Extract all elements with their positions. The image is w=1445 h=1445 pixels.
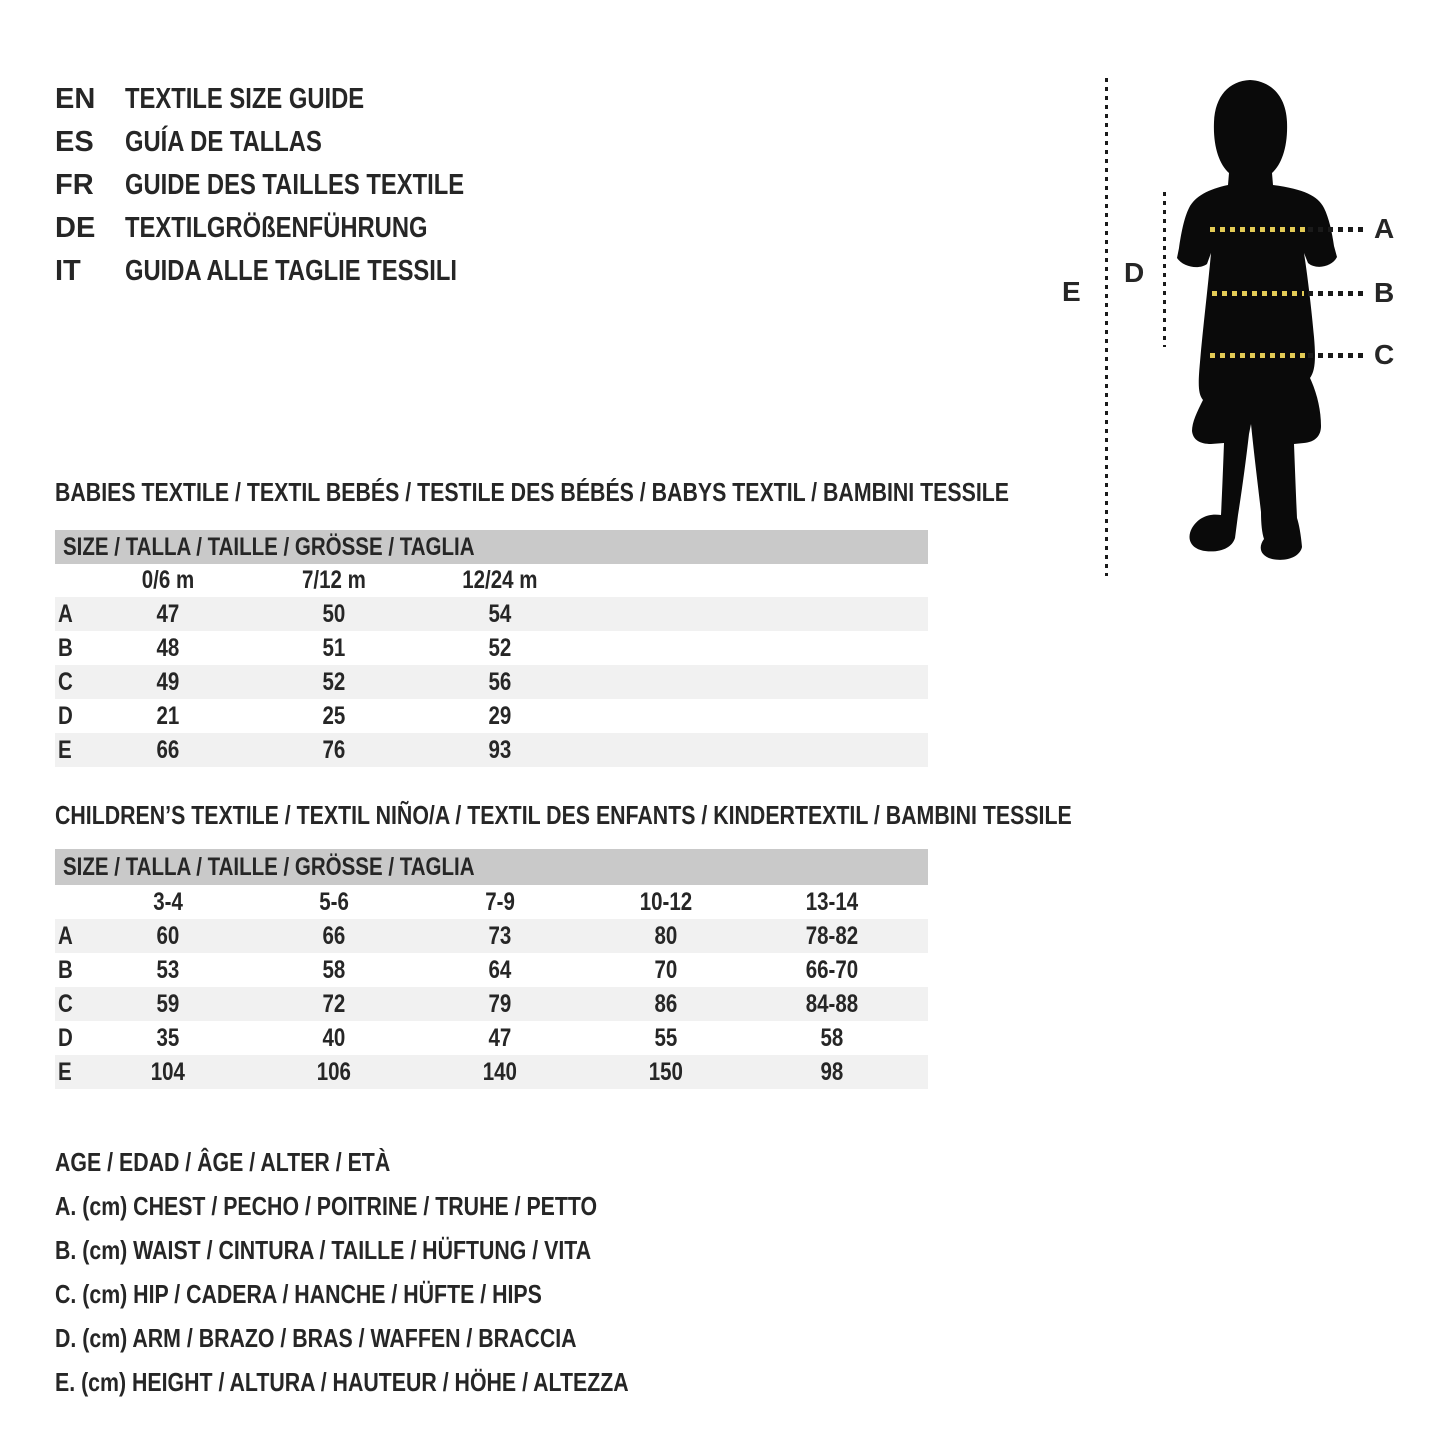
cell-value: 93 [488,735,512,764]
waist-line-b-yellow [1212,291,1304,296]
table-row-d [55,1021,928,1055]
row-letter: E [58,1057,72,1086]
cell-value: 58 [820,1023,844,1052]
cell-value: 53 [156,955,180,984]
language-row-de [55,207,539,250]
cell-value: 59 [156,989,180,1018]
cell-value: 84-88 [805,989,859,1018]
arm-measure-line-d [1163,192,1166,347]
figure-label-e: E [1062,276,1081,307]
language-code: ES [55,126,94,158]
guide-title-fr: GUIDE DES TAILLES TEXTILE [125,169,465,201]
column-header: 13-14 [805,887,859,916]
language-row-fr [55,164,539,207]
guide-title-en: TEXTILE SIZE GUIDE [125,83,365,115]
babies-column-header-row [55,564,928,597]
language-code: IT [55,255,81,287]
cell-value: 35 [156,1023,180,1052]
cell-value: 73 [488,921,512,950]
table-row-e [55,1055,928,1089]
table-row-b [55,953,928,987]
cell-value: 86 [654,989,678,1018]
children-section-title [55,800,1295,830]
row-letter: A [58,599,73,628]
language-row-en [55,78,539,121]
column-header: 0/6 m [141,566,195,594]
cell-value: 47 [156,599,180,628]
language-row-it [55,250,539,293]
cell-value: 58 [322,955,346,984]
figure-label-a: A [1374,213,1395,244]
babies-section-title [55,477,1218,507]
cell-value: 72 [322,989,346,1018]
guide-title-it: GUIDA ALLE TAGLIE TESSILI [125,255,458,287]
chest-line-a-black [1308,227,1363,232]
legend-line-height: E. (cm) HEIGHT / ALTURA / HAUTEUR / HÖHE / ALTEZZA [55,1367,629,1397]
column-header: 10-12 [639,887,693,916]
cell-value: 150 [648,1057,684,1086]
cell-value: 98 [820,1057,844,1086]
cell-value: 64 [488,955,512,984]
cell-value: 70 [654,955,678,984]
table-row-a [55,919,928,953]
guide-title-de: TEXTILGRÖßENFÜHRUNG [125,212,428,244]
row-letter: D [58,1023,73,1052]
row-letter: B [58,633,73,662]
table-row-d [55,699,928,733]
cell-value: 66 [156,735,180,764]
cell-value: 76 [322,735,346,764]
table-row-c [55,665,928,699]
table-row-c [55,987,928,1021]
legend-line-waist: B. (cm) WAIST / CINTURA / TAILLE / HÜFTUNG / VITA [55,1235,592,1265]
size-header-text: SIZE / TALLA / TAILLE / GRÖSSE / TAGLIA [63,853,475,881]
cell-value: 51 [322,633,346,662]
column-header: 5-6 [319,887,349,916]
cell-value: 29 [488,701,512,730]
figure-label-c: C [1374,339,1395,370]
babies-size-table [55,530,928,767]
cell-value: 56 [488,667,512,696]
language-code: FR [55,169,94,201]
cell-value: 78-82 [805,921,859,950]
cell-value: 60 [156,921,180,950]
language-code: EN [55,83,96,115]
children-section-title-text: CHILDREN’S TEXTILE / TEXTIL NIÑO/A / TEXTIL DES ENFANTS / KINDERTEXTIL / BAMBINI TESSILE [55,800,1072,830]
language-header [55,78,539,293]
cell-value: 66-70 [805,955,859,984]
babies-section-title-text: BABIES TEXTILE / TEXTIL BEBÉS / TESTILE DES BÉBÉS / BABYS TEXTIL / BAMBINI TESSILE [55,477,1010,507]
child-silhouette [1153,72,1353,584]
cell-value: 79 [488,989,512,1018]
hip-line-c-yellow [1210,353,1306,358]
legend-line-chest: A. (cm) CHEST / PECHO / POITRINE / TRUHE / PETTO [55,1191,598,1221]
legend-line-arm: D. (cm) ARM / BRAZO / BRAS / WAFFEN / BRACCIA [55,1323,577,1353]
cell-value: 55 [654,1023,678,1052]
children-size-table [55,849,928,1089]
children-size-header-bar [55,849,928,885]
cell-value: 54 [488,599,512,628]
hip-line-c-black [1308,353,1363,358]
row-letter: A [58,921,73,950]
measurement-legend [55,1140,755,1404]
column-header: 3-4 [153,887,183,916]
cell-value: 52 [488,633,512,662]
cell-value: 21 [156,701,180,730]
column-header: 12/24 m [462,566,538,594]
waist-line-b-black [1308,291,1363,296]
cell-value: 49 [156,667,180,696]
figure-label-d: D [1124,257,1145,288]
cell-value: 50 [322,599,346,628]
column-header: 7-9 [485,887,515,916]
row-letter: C [58,989,73,1018]
legend-line-age: AGE / EDAD / ÂGE / ALTER / ETÀ [55,1147,391,1177]
table-row-e [55,733,928,767]
cell-value: 25 [322,701,346,730]
table-row-a [55,597,928,631]
cell-value: 40 [322,1023,346,1052]
legend-line-hip: C. (cm) HIP / CADERA / HANCHE / HÜFTE / HIPS [55,1279,542,1309]
language-row-es [55,121,539,164]
row-letter: C [58,667,73,696]
children-column-header-row [55,885,928,919]
row-letter: D [58,701,73,730]
row-letter: B [58,955,73,984]
size-header-text: SIZE / TALLA / TAILLE / GRÖSSE / TAGLIA [63,533,475,561]
column-header: 7/12 m [302,566,366,594]
cell-value: 104 [150,1057,186,1086]
chest-line-a-yellow [1210,227,1306,232]
table-row-b [55,631,928,665]
guide-title-es: GUÍA DE TALLAS [125,126,322,158]
babies-size-header-bar [55,530,928,564]
figure-label-b: B [1374,277,1395,308]
cell-value: 52 [322,667,346,696]
cell-value: 66 [322,921,346,950]
cell-value: 80 [654,921,678,950]
cell-value: 48 [156,633,180,662]
cell-value: 47 [488,1023,512,1052]
language-code: DE [55,212,96,244]
cell-value: 140 [482,1057,518,1086]
cell-value: 106 [316,1057,352,1086]
row-letter: E [58,735,72,764]
